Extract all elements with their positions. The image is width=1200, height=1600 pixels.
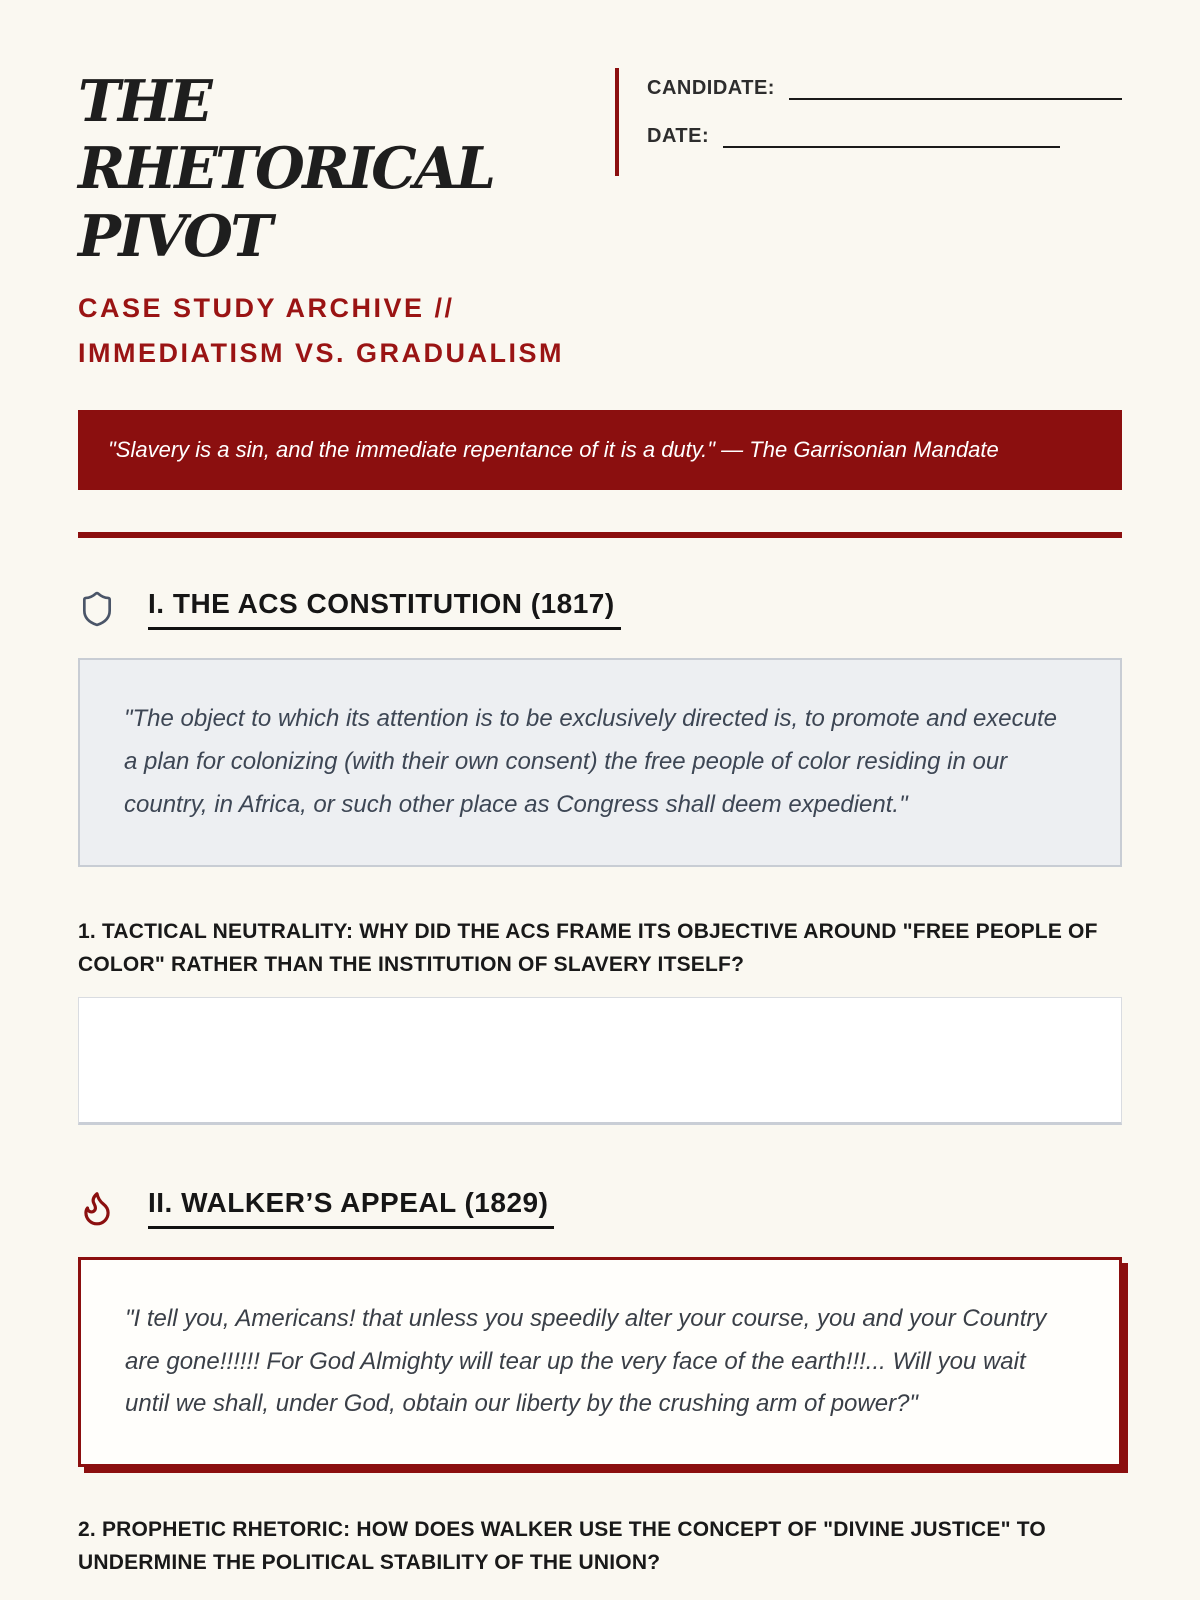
subtitle-line-2: IMMEDIATISM VS. GRADUALISM [78, 338, 564, 369]
date-row [647, 122, 1122, 148]
page-title: THE RHETORICAL PIVOT [78, 68, 494, 270]
section-1-header [78, 588, 1122, 630]
section-divider [78, 532, 1122, 538]
masthead [78, 68, 1122, 270]
date-label: DATE: [647, 125, 710, 147]
flame-icon [78, 1189, 116, 1227]
section-1-heading: I. THE ACS CONSTITUTION (1817) [148, 588, 621, 630]
candidate-input[interactable] [789, 74, 1122, 100]
question-1: 1. TACTICAL NEUTRALITY: WHY DID THE ACS FRAME ITS OBJECTIVE AROUND "FREE PEOPLE OF COLOR" RATHER THAN THE INSTITUTION OF SLAVERY ITSELF? [78, 919, 1098, 976]
shield-icon [78, 590, 116, 628]
date-input[interactable] [723, 122, 1060, 148]
subtitle-line-1: CASE STUDY ARCHIVE // [78, 292, 455, 323]
section-2-header [78, 1187, 1122, 1229]
acs-constitution-quote: "The object to which its attention is to be exclusively directed is, to promote and execute a plan for colonizing (with their own consent) the free people of color residing in our country, in Africa, or such other place as Congress shall deem expedient." [78, 658, 1122, 866]
banner-quote: "Slavery is a sin, and the immediate repentance of it is a duty." — The Garrisonian Mandate [78, 410, 1122, 490]
section-walkers-appeal [78, 1187, 1122, 1580]
answer-input-1[interactable] [78, 997, 1122, 1125]
section-2-heading: II. WALKER’S APPEAL (1829) [148, 1187, 554, 1229]
section-acs-constitution [78, 588, 1122, 1125]
candidate-label: CANDIDATE: [647, 77, 775, 99]
question-2: 2. PROPHETIC RHETORIC: HOW DOES WALKER USE THE CONCEPT OF "DIVINE JUSTICE" TO UNDERMINE THE POLITICAL STABILITY OF THE UNION? [78, 1518, 1046, 1575]
candidate-date-block [615, 68, 1122, 176]
candidate-row [647, 74, 1122, 100]
walkers-appeal-quote: "I tell you, Americans! that unless you speedily alter your course, you and your Country are gone!!!!!! For God Almighty will tear up the very face of the earth!!!... Will you wait until we shall, under God, obtain our liberty by the crushing arm of power?" [78, 1257, 1122, 1467]
subtitle [78, 286, 1122, 377]
